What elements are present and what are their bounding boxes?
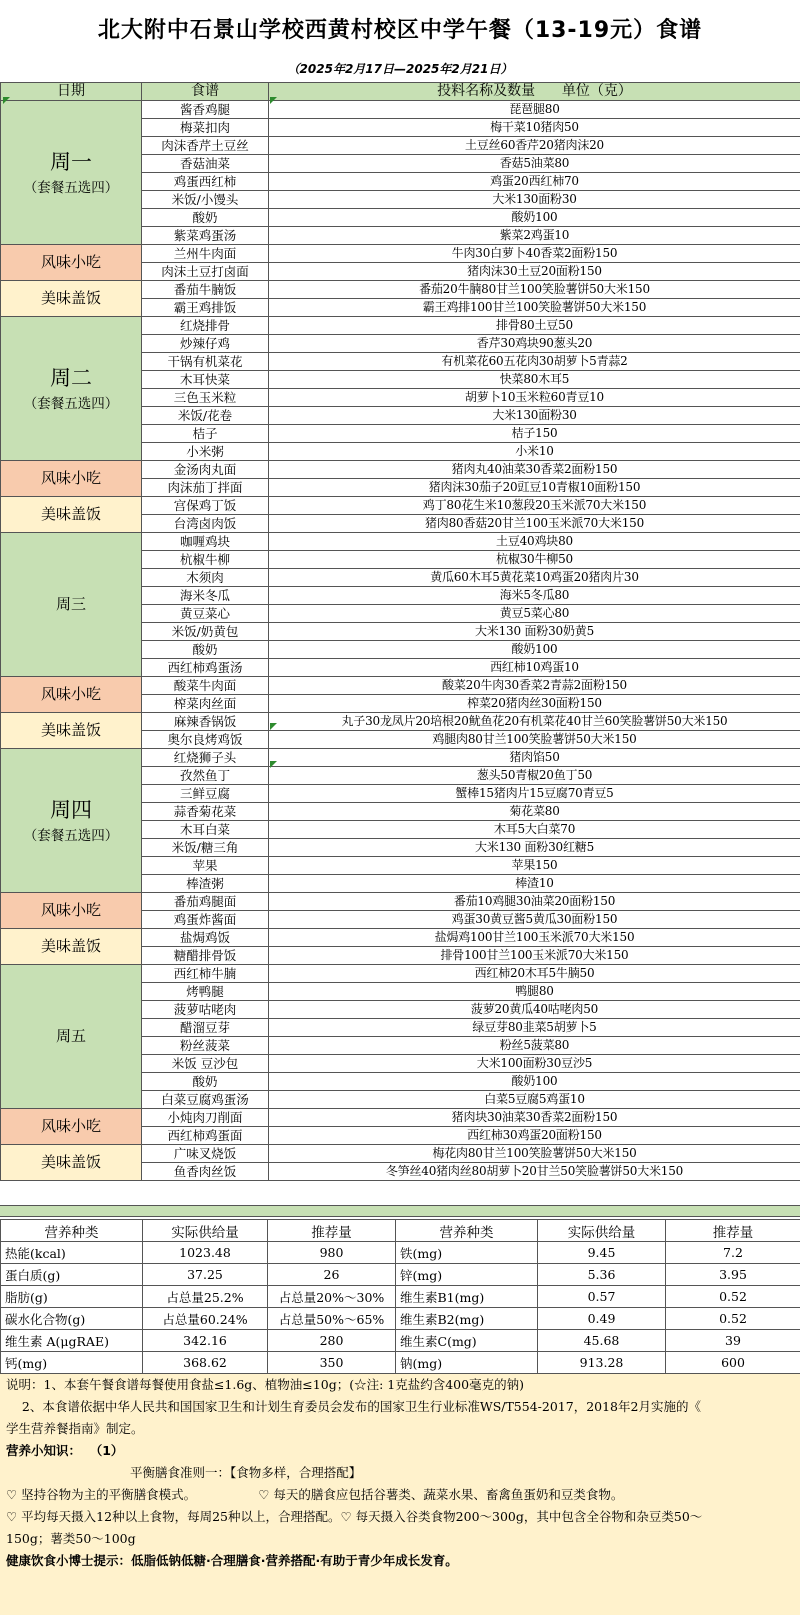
cell-marker-icon bbox=[270, 761, 277, 768]
dish-name: 烤鸭腿 bbox=[142, 983, 269, 1001]
nutrition-header: 营养种类 bbox=[396, 1220, 538, 1242]
ingredients: 丸子30龙凤片20培根20鱿鱼花20有机菜花40甘兰60笑脸薯饼50大米150 bbox=[269, 713, 800, 731]
menu-row bbox=[1, 1109, 800, 1127]
ingredients: 排骨100甘兰100玉米派70大米150 bbox=[269, 947, 800, 965]
nutrition-table bbox=[0, 1219, 800, 1374]
menu-row bbox=[1, 713, 800, 731]
menu-row bbox=[1, 893, 800, 911]
ingredients: 鸡蛋20西红柿70 bbox=[269, 173, 800, 191]
ingredients: 猪肉沫30茄子20豇豆10青椒10面粉150 bbox=[269, 479, 800, 497]
nutrient-value: 342.16 bbox=[143, 1330, 268, 1352]
dish-name: 木耳快菜 bbox=[142, 371, 269, 389]
menu-table-body bbox=[1, 83, 800, 1181]
nutrition-header: 推荐量 bbox=[666, 1220, 800, 1242]
ingredients: 杭椒30牛柳50 bbox=[269, 551, 800, 569]
note-line: 说明：1、本套午餐食谱每餐使用食盐≤1.6g、植物油≤10g；(☆注: 1克盐约含400毫克的钠) bbox=[6, 1377, 524, 1392]
dish-name: 咖喱鸡块 bbox=[142, 533, 269, 551]
nutrient-value: 913.28 bbox=[538, 1352, 666, 1374]
dish-name: 酸奶 bbox=[142, 1073, 269, 1091]
ingredients: 菊花菜80 bbox=[269, 803, 800, 821]
nutrition-row bbox=[1, 1330, 800, 1352]
ingredients: 大米130 面粉30奶黄5 bbox=[269, 623, 800, 641]
menu-row bbox=[1, 245, 800, 263]
tip-bullet: ♡ 坚持谷物为主的平衡膳食模式。 bbox=[6, 1487, 197, 1502]
nutrient-value: 0.57 bbox=[538, 1286, 666, 1308]
dish-name: 糖醋排骨饭 bbox=[142, 947, 269, 965]
dish-name: 红烧狮子头 bbox=[142, 749, 269, 767]
nutrient-name: 维生素B1(mg) bbox=[396, 1286, 538, 1308]
dish-name: 米饭/糖三角 bbox=[142, 839, 269, 857]
ingredients: 大米130面粉30 bbox=[269, 407, 800, 425]
ingredients: 木耳5大白菜70 bbox=[269, 821, 800, 839]
nutrition-row bbox=[1, 1352, 800, 1374]
nutrient-value: 26 bbox=[268, 1264, 396, 1286]
menu-row bbox=[1, 461, 800, 479]
dish-name: 干锅有机菜花 bbox=[142, 353, 269, 371]
dish-name: 肉沫土豆打卤面 bbox=[142, 263, 269, 281]
menu-header-row bbox=[1, 83, 800, 101]
day-name: 周四 bbox=[50, 797, 92, 822]
day-cell bbox=[1, 749, 142, 893]
ingredients: 盐焗鸡100甘兰100玉米派70大米150 bbox=[269, 929, 800, 947]
dish-name: 麻辣香锅饭 bbox=[142, 713, 269, 731]
ingredients: 胡萝卜10玉米粒60青豆10 bbox=[269, 389, 800, 407]
ingredients: 酸奶100 bbox=[269, 641, 800, 659]
ingredients: 菠萝20黄瓜40咕咾肉50 bbox=[269, 1001, 800, 1019]
health-tip: 健康饮食小博士提示：低脂低钠低糖·合理膳食·营养搭配·有助于青少年成长发育。 bbox=[6, 1553, 458, 1568]
ingredients: 霸王鸡排100甘兰100笑脸薯饼50大米150 bbox=[269, 299, 800, 317]
ingredients: 桔子150 bbox=[269, 425, 800, 443]
dish-name: 黄豆菜心 bbox=[142, 605, 269, 623]
rice-category: 美味盖饭 bbox=[1, 929, 142, 965]
ingredients: 棒渣10 bbox=[269, 875, 800, 893]
set-meal-note: （套餐五选四） bbox=[23, 395, 119, 412]
menu-header-dish: 食谱 bbox=[142, 83, 269, 101]
ingredients: 小米10 bbox=[269, 443, 800, 461]
ingredients: 蟹棒15猪肉片15豆腐70青豆5 bbox=[269, 785, 800, 803]
dish-name: 小炖肉刀削面 bbox=[142, 1109, 269, 1127]
dish-name: 孜然鱼丁 bbox=[142, 767, 269, 785]
menu-row bbox=[1, 497, 800, 515]
dish-name: 苹果 bbox=[142, 857, 269, 875]
nutrient-value: 280 bbox=[268, 1330, 396, 1352]
ingredients: 西红柿30鸡蛋20面粉150 bbox=[269, 1127, 800, 1145]
dish-name: 西红柿鸡蛋面 bbox=[142, 1127, 269, 1145]
note-line: 2、本食谱依据中华人民共和国国家卫生和计划生育委员会发布的国家卫生行业标准WS/T554-2017，2018年2月实施的《 bbox=[6, 1399, 701, 1414]
nutrient-name: 铁(mg) bbox=[396, 1242, 538, 1264]
ingredients: 西红柿20木耳5牛腩50 bbox=[269, 965, 800, 983]
dish-name: 杭椒牛柳 bbox=[142, 551, 269, 569]
nutrient-value: 600 bbox=[666, 1352, 800, 1374]
dish-name: 酸奶 bbox=[142, 641, 269, 659]
notes-section bbox=[0, 1374, 800, 1615]
nutrient-value: 占总量20%～30% bbox=[268, 1286, 396, 1308]
ingredients: 猪肉沫30土豆20面粉150 bbox=[269, 263, 800, 281]
ingredients: 苹果150 bbox=[269, 857, 800, 875]
ingredients: 白菜5豆腐5鸡蛋10 bbox=[269, 1091, 800, 1109]
day-name: 周一 bbox=[50, 149, 92, 174]
menu-row bbox=[1, 317, 800, 335]
nutrient-name: 维生素 A(μgRAE) bbox=[1, 1330, 143, 1352]
snack-category: 风味小吃 bbox=[1, 245, 142, 281]
dish-name: 酱香鸡腿 bbox=[142, 101, 269, 119]
dish-name: 广味叉烧饭 bbox=[142, 1145, 269, 1163]
dish-name: 宫保鸡丁饭 bbox=[142, 497, 269, 515]
dish-name: 三鲜豆腐 bbox=[142, 785, 269, 803]
snack-category: 风味小吃 bbox=[1, 1109, 142, 1145]
dish-name: 米饭 豆沙包 bbox=[142, 1055, 269, 1073]
menu-header-ingredients: 投料名称及数量 单位（克） bbox=[269, 83, 800, 101]
dish-name: 鸡蛋西红柿 bbox=[142, 173, 269, 191]
dish-name: 榨菜肉丝面 bbox=[142, 695, 269, 713]
dish-name: 番茄鸡腿面 bbox=[142, 893, 269, 911]
cell-marker-icon bbox=[270, 97, 277, 104]
ingredients: 排骨80土豆50 bbox=[269, 317, 800, 335]
dish-name: 炒辣仔鸡 bbox=[142, 335, 269, 353]
nutrient-name: 碳水化合物(g) bbox=[1, 1308, 143, 1330]
dish-name: 菠萝咕咾肉 bbox=[142, 1001, 269, 1019]
rice-category: 美味盖饭 bbox=[1, 281, 142, 317]
tip-bullet: 150g；薯类50～100g bbox=[6, 1531, 136, 1546]
dish-name: 酸奶 bbox=[142, 209, 269, 227]
tip-bullet: ♡ 每天的膳食应包括谷薯类、蔬菜水果、畜禽鱼蛋奶和豆类食物。 bbox=[258, 1487, 624, 1502]
nutrition-header: 实际供给量 bbox=[143, 1220, 268, 1242]
nutrient-name: 维生素B2(mg) bbox=[396, 1308, 538, 1330]
nutrient-name: 脂肪(g) bbox=[1, 1286, 143, 1308]
set-meal-note: （套餐五选四） bbox=[23, 827, 119, 844]
section-divider bbox=[0, 1205, 800, 1217]
nutrition-header-row bbox=[1, 1220, 800, 1242]
date-range: （2025年2月17日—2025年2月21日） bbox=[287, 61, 513, 76]
dish-name: 番茄牛腩饭 bbox=[142, 281, 269, 299]
ingredients: 酸奶100 bbox=[269, 209, 800, 227]
day-cell bbox=[1, 965, 142, 1109]
nutrition-header: 营养种类 bbox=[1, 1220, 143, 1242]
ingredients: 土豆丝60香芹20猪肉沫20 bbox=[269, 137, 800, 155]
snack-category: 风味小吃 bbox=[1, 893, 142, 929]
dish-name: 肉沫茄丁拌面 bbox=[142, 479, 269, 497]
dish-name: 粉丝菠菜 bbox=[142, 1037, 269, 1055]
snack-category: 风味小吃 bbox=[1, 677, 142, 713]
dish-name: 霸王鸡排饭 bbox=[142, 299, 269, 317]
ingredients: 猪肉块30油菜30香菜2面粉150 bbox=[269, 1109, 800, 1127]
dish-name: 金汤肉丸面 bbox=[142, 461, 269, 479]
ingredients: 鸡丁80花生米10葱段20玉米派70大米150 bbox=[269, 497, 800, 515]
ingredients: 鸡蛋30黄豆酱5黄瓜30面粉150 bbox=[269, 911, 800, 929]
ingredients: 黄豆5菜心80 bbox=[269, 605, 800, 623]
ingredients: 绿豆芽80韭菜5胡萝卜5 bbox=[269, 1019, 800, 1037]
ingredients: 土豆40鸡块80 bbox=[269, 533, 800, 551]
ingredients: 有机菜花60五花肉30胡萝卜5青蒜2 bbox=[269, 353, 800, 371]
ingredients: 黄瓜60木耳5黄花菜10鸡蛋20猪肉片30 bbox=[269, 569, 800, 587]
nutrition-row bbox=[1, 1264, 800, 1286]
snack-category: 风味小吃 bbox=[1, 461, 142, 497]
tip-bullet-row bbox=[6, 1484, 794, 1506]
nutrition-row bbox=[1, 1308, 800, 1330]
ingredients: 猪肉80香菇20甘兰100玉米派70大米150 bbox=[269, 515, 800, 533]
ingredients: 冬笋丝40猪肉丝80胡萝卜20甘兰50笑脸薯饼50大米150 bbox=[269, 1163, 800, 1181]
rice-category: 美味盖饭 bbox=[1, 497, 142, 533]
nutrient-value: 3.95 bbox=[666, 1264, 800, 1286]
ingredients: 海米5冬瓜80 bbox=[269, 587, 800, 605]
nutrient-name: 钙(mg) bbox=[1, 1352, 143, 1374]
ingredients: 大米100面粉30豆沙5 bbox=[269, 1055, 800, 1073]
nutrient-value: 5.36 bbox=[538, 1264, 666, 1286]
ingredients: 西红柿10鸡蛋10 bbox=[269, 659, 800, 677]
ingredients: 梅花肉80甘兰100笑脸薯饼50大米150 bbox=[269, 1145, 800, 1163]
ingredients: 牛肉30白萝卜40香菜2面粉150 bbox=[269, 245, 800, 263]
menu-row bbox=[1, 749, 800, 767]
nutrition-header: 实际供给量 bbox=[538, 1220, 666, 1242]
ingredients: 鸡腿肉80甘兰100笑脸薯饼50大米150 bbox=[269, 731, 800, 749]
nutrient-value: 0.52 bbox=[666, 1308, 800, 1330]
nutrient-value: 1023.48 bbox=[143, 1242, 268, 1264]
page-title: 北大附中石景山学校西黄村校区中学午餐（13-19元）食谱 bbox=[0, 0, 800, 56]
cell-marker-icon bbox=[270, 723, 277, 730]
dish-name: 台湾卤肉饭 bbox=[142, 515, 269, 533]
dish-name: 奥尔良烤鸡饭 bbox=[142, 731, 269, 749]
ingredients: 番茄10鸡腿30油菜20面粉150 bbox=[269, 893, 800, 911]
dish-name: 小米粥 bbox=[142, 443, 269, 461]
nutrient-value: 350 bbox=[268, 1352, 396, 1374]
dish-name: 海米冬瓜 bbox=[142, 587, 269, 605]
nutrient-value: 39 bbox=[666, 1330, 800, 1352]
tip-bullet: ♡ 平均每天摄入12种以上食物，每周25种以上，合理搭配。♡ 每天摄入谷类食物200～300g，其中包含全谷物和杂豆类50～ bbox=[6, 1509, 703, 1524]
dish-name: 米饭/小馒头 bbox=[142, 191, 269, 209]
menu-header-date: 日期 bbox=[1, 83, 142, 101]
menu-row bbox=[1, 533, 800, 551]
ingredients: 粉丝5菠菜80 bbox=[269, 1037, 800, 1055]
ingredients: 猪肉馅50 bbox=[269, 749, 800, 767]
nutrient-value: 占总量25.2% bbox=[143, 1286, 268, 1308]
menu-row bbox=[1, 1145, 800, 1163]
dish-name: 鸡蛋炸酱面 bbox=[142, 911, 269, 929]
set-meal-note: （套餐五选四） bbox=[23, 179, 119, 196]
dish-name: 醋溜豆芽 bbox=[142, 1019, 269, 1037]
dish-name: 西红柿牛腩 bbox=[142, 965, 269, 983]
nutrient-value: 0.52 bbox=[666, 1286, 800, 1308]
menu-row bbox=[1, 101, 800, 119]
principle-line: 平衡膳食准则一：【食物多样，合理搭配】 bbox=[130, 1465, 362, 1480]
dish-name: 木耳白菜 bbox=[142, 821, 269, 839]
ingredients: 香菇5油菜80 bbox=[269, 155, 800, 173]
nutrient-value: 9.45 bbox=[538, 1242, 666, 1264]
ingredients: 葱头50青椒20鱼丁50 bbox=[269, 767, 800, 785]
nutrient-name: 蛋白质(g) bbox=[1, 1264, 143, 1286]
ingredients: 榨菜20猪肉丝30面粉150 bbox=[269, 695, 800, 713]
ingredients: 酸奶100 bbox=[269, 1073, 800, 1091]
nutrient-value: 0.49 bbox=[538, 1308, 666, 1330]
nutrient-value: 368.62 bbox=[143, 1352, 268, 1374]
ingredients: 猪肉丸40油菜30香菜2面粉150 bbox=[269, 461, 800, 479]
nutrient-value: 占总量50%～65% bbox=[268, 1308, 396, 1330]
dish-name: 木须肉 bbox=[142, 569, 269, 587]
ingredients: 大米130面粉30 bbox=[269, 191, 800, 209]
dish-name: 酸菜牛肉面 bbox=[142, 677, 269, 695]
rice-category: 美味盖饭 bbox=[1, 1145, 142, 1181]
note-line: 学生营养餐指南》制定。 bbox=[6, 1421, 144, 1436]
dish-name: 米饭/花卷 bbox=[142, 407, 269, 425]
rice-category: 美味盖饭 bbox=[1, 713, 142, 749]
dish-name: 米饭/奶黄包 bbox=[142, 623, 269, 641]
dish-name: 棒渣粥 bbox=[142, 875, 269, 893]
ingredients: 琵琶腿80 bbox=[269, 101, 800, 119]
day-cell bbox=[1, 317, 142, 461]
ingredients: 紫菜2鸡蛋10 bbox=[269, 227, 800, 245]
nutrient-value: 占总量60.24% bbox=[143, 1308, 268, 1330]
menu-row bbox=[1, 281, 800, 299]
menu-table bbox=[0, 82, 800, 1181]
menu-row bbox=[1, 677, 800, 695]
tips-title: 营养小知识： （1） bbox=[6, 1443, 124, 1458]
dish-name: 香菇油菜 bbox=[142, 155, 269, 173]
dish-name: 鱼香肉丝饭 bbox=[142, 1163, 269, 1181]
dish-name: 盐焗鸡饭 bbox=[142, 929, 269, 947]
nutrition-header: 推荐量 bbox=[268, 1220, 396, 1242]
ingredients: 快菜80木耳5 bbox=[269, 371, 800, 389]
day-cell bbox=[1, 533, 142, 677]
dish-name: 桔子 bbox=[142, 425, 269, 443]
nutrient-value: 980 bbox=[268, 1242, 396, 1264]
ingredients: 鸭腿80 bbox=[269, 983, 800, 1001]
ingredients: 梅干菜10猪肉50 bbox=[269, 119, 800, 137]
nutrient-name: 维生素C(mg) bbox=[396, 1330, 538, 1352]
nutrient-name: 热能(kcal) bbox=[1, 1242, 143, 1264]
dish-name: 蒜香菊花菜 bbox=[142, 803, 269, 821]
nutrient-name: 钠(mg) bbox=[396, 1352, 538, 1374]
dish-name: 兰州牛肉面 bbox=[142, 245, 269, 263]
dish-name: 红烧排骨 bbox=[142, 317, 269, 335]
cell-marker-icon bbox=[3, 97, 10, 104]
day-name: 周五 bbox=[55, 1027, 86, 1045]
day-cell bbox=[1, 101, 142, 245]
nutrient-value: 45.68 bbox=[538, 1330, 666, 1352]
dish-name: 白菜豆腐鸡蛋汤 bbox=[142, 1091, 269, 1109]
ingredients: 酸菜20牛肉30香菜2青蒜2面粉150 bbox=[269, 677, 800, 695]
nutrition-row bbox=[1, 1286, 800, 1308]
menu-row bbox=[1, 929, 800, 947]
day-name: 周三 bbox=[55, 595, 86, 613]
dish-name: 紫菜鸡蛋汤 bbox=[142, 227, 269, 245]
ingredients: 番茄20牛腩80甘兰100笑脸薯饼50大米150 bbox=[269, 281, 800, 299]
nutrient-value: 7.2 bbox=[666, 1242, 800, 1264]
menu-row bbox=[1, 965, 800, 983]
nutrient-name: 锌(mg) bbox=[396, 1264, 538, 1286]
dish-name: 三色玉米粒 bbox=[142, 389, 269, 407]
nutrition-table-body bbox=[1, 1220, 800, 1374]
ingredients: 大米130 面粉30红糖5 bbox=[269, 839, 800, 857]
nutrient-value: 37.25 bbox=[143, 1264, 268, 1286]
day-name: 周二 bbox=[50, 365, 92, 390]
nutrition-row bbox=[1, 1242, 800, 1264]
dish-name: 梅菜扣肉 bbox=[142, 119, 269, 137]
dish-name: 西红柿鸡蛋汤 bbox=[142, 659, 269, 677]
ingredients: 香芹30鸡块90葱头20 bbox=[269, 335, 800, 353]
dish-name: 肉沫香芹土豆丝 bbox=[142, 137, 269, 155]
